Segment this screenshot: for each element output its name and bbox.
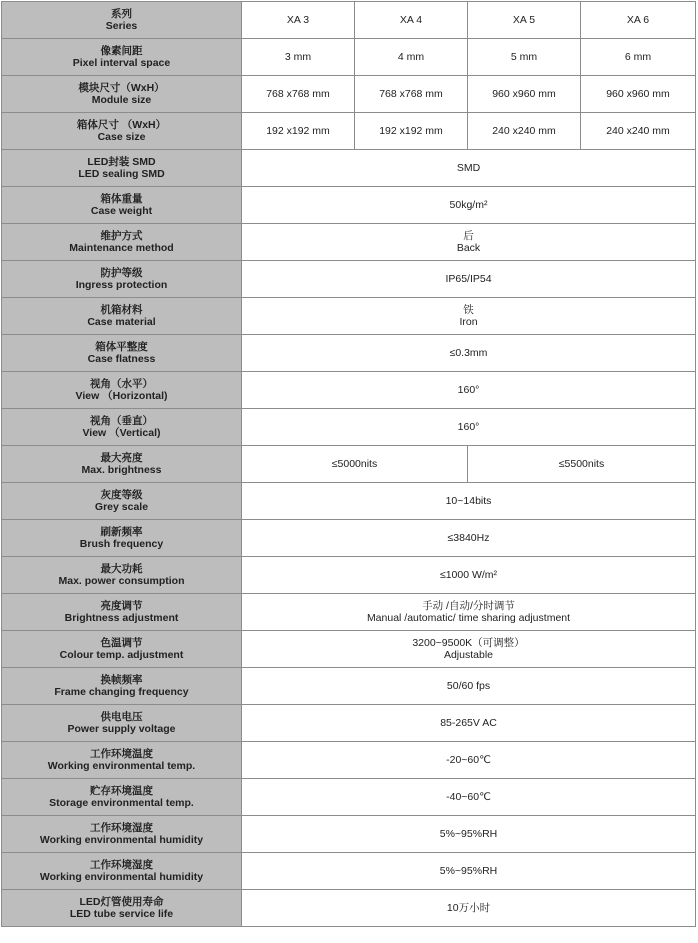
value-cell: 960 x960 mm <box>581 76 696 113</box>
label-cn: 模块尺寸（WxH） <box>78 81 165 94</box>
value-cell: 192 x192 mm <box>355 113 468 150</box>
value-cell <box>242 483 696 520</box>
row-label-cell <box>2 335 242 372</box>
value-cell: 240 x240 mm <box>468 113 581 150</box>
label-cn: 视角（垂直） <box>90 414 153 427</box>
label-cn: 贮存环境温度 <box>90 784 153 797</box>
label-en: Max. brightness <box>81 464 162 476</box>
label-cn: 箱体平整度 <box>95 340 148 353</box>
spec-row-led-service-life <box>2 890 696 927</box>
row-label-cell <box>2 298 242 335</box>
label-en: Case flatness <box>87 353 156 365</box>
value-cell <box>242 187 696 224</box>
label-cn: LED灯管使用寿命 <box>79 895 164 908</box>
value-line: 手动 /自动/分时调节 <box>422 599 515 612</box>
label-cn: 视角（水平） <box>90 377 153 390</box>
spec-row-power-supply <box>2 705 696 742</box>
spec-table <box>1 1 696 927</box>
value-cell <box>242 705 696 742</box>
value-line: 160° <box>457 420 480 433</box>
value-line: ≤1000 W/m² <box>439 568 498 581</box>
label-en: Module size <box>91 94 152 106</box>
label-cn: 灰度等级 <box>100 488 143 501</box>
value-line: 10万小时 <box>446 901 491 914</box>
value-line: 50kg/m² <box>449 198 488 211</box>
label-en: View （Horizontal) <box>75 390 168 402</box>
value-line: -20~60℃ <box>446 753 491 766</box>
value-line: Iron <box>459 316 478 328</box>
spec-row-brightness-adjustment <box>2 594 696 631</box>
row-label-cell <box>2 224 242 261</box>
label-cn: 工作环境湿度 <box>90 858 153 871</box>
series-label-cell <box>2 2 242 39</box>
spec-row-working-temp <box>2 742 696 779</box>
value-line: Back <box>456 242 481 254</box>
value-line: 160° <box>457 383 480 396</box>
row-label-cell <box>2 520 242 557</box>
label-en: LED tube service life <box>69 908 174 920</box>
row-label-cell <box>2 594 242 631</box>
spec-row-maintenance <box>2 224 696 261</box>
label-en: Maintenance method <box>69 242 174 254</box>
model-header-xa5: XA 5 <box>468 2 581 39</box>
value-line: ≤3840Hz <box>447 531 490 544</box>
spec-row-case-size <box>2 113 696 150</box>
row-label-cell <box>2 76 242 113</box>
value-cell <box>242 594 696 631</box>
label-en: Ingress protection <box>75 279 168 291</box>
row-label-cell <box>2 668 242 705</box>
row-label-cell <box>2 779 242 816</box>
value-line: 后 <box>463 229 474 242</box>
spec-row-pixel-interval <box>2 39 696 76</box>
spec-row-grey-scale <box>2 483 696 520</box>
label-en: Case material <box>87 316 156 328</box>
label-en: Case size <box>97 131 146 143</box>
value-cell <box>242 224 696 261</box>
value-cell <box>242 853 696 890</box>
label-cn: 箱体尺寸 （WxH） <box>76 118 167 131</box>
model-header-xa4: XA 4 <box>355 2 468 39</box>
value-cell <box>242 261 696 298</box>
value-cell <box>242 409 696 446</box>
row-label-cell <box>2 187 242 224</box>
label-en: View （Vertical) <box>82 427 161 439</box>
label-en: Brightness adjustment <box>64 612 179 624</box>
value-cell <box>242 335 696 372</box>
label-en: Storage environmental temp. <box>49 797 194 809</box>
row-label-cell <box>2 446 242 483</box>
label-en: Case weight <box>90 205 153 217</box>
value-line: 10~14bits <box>445 494 492 507</box>
value-cell <box>242 816 696 853</box>
label-en: Brush frequency <box>79 538 164 550</box>
value-cell <box>242 668 696 705</box>
row-label-cell <box>2 483 242 520</box>
label-cn: 机箱材料 <box>100 303 143 316</box>
model-header-xa6: XA 6 <box>581 2 696 39</box>
spec-row-view-horizontal <box>2 372 696 409</box>
value-cell <box>242 557 696 594</box>
value-cell <box>242 372 696 409</box>
row-label-cell <box>2 150 242 187</box>
label-en: Max. power consumption <box>58 575 185 587</box>
row-label-cell <box>2 853 242 890</box>
spec-row-working-humidity <box>2 816 696 853</box>
label-en: Working environmental temp. <box>47 760 196 772</box>
value-cell <box>242 779 696 816</box>
label-en: Pixel interval space <box>72 57 171 69</box>
row-label-cell <box>2 261 242 298</box>
value-cell: 240 x240 mm <box>581 113 696 150</box>
label-en: Working environmental humidity <box>39 834 204 846</box>
value-cell <box>242 150 696 187</box>
label-cn: 维护方式 <box>100 229 143 242</box>
label-cn: 最大功耗 <box>100 562 143 575</box>
label-en: Colour temp. adjustment <box>59 649 184 661</box>
label-cn: 系列 <box>111 7 132 20</box>
spec-row-view-vertical <box>2 409 696 446</box>
label-en: Working environmental humidity <box>39 871 204 883</box>
spec-row-case-flatness <box>2 335 696 372</box>
value-line: 5%~95%RH <box>439 827 498 840</box>
label-en: Grey scale <box>94 501 149 513</box>
value-cell: 192 x192 mm <box>242 113 355 150</box>
row-label-cell <box>2 631 242 668</box>
label-cn: 工作环境湿度 <box>90 821 153 834</box>
row-label-cell <box>2 113 242 150</box>
row-label-cell <box>2 742 242 779</box>
label-cn: 箱体重量 <box>100 192 143 205</box>
row-label-cell <box>2 816 242 853</box>
value-cell: 6 mm <box>581 39 696 76</box>
spec-row-brush-frequency <box>2 520 696 557</box>
value-line: 3200~9500K（可调整） <box>412 636 525 649</box>
label-cn: 最大亮度 <box>100 451 143 464</box>
label-en: Frame changing frequency <box>54 686 189 698</box>
spec-row-module-size <box>2 76 696 113</box>
value-line: 85-265V AC <box>440 716 497 729</box>
label-cn: 色温调节 <box>100 636 143 649</box>
spec-row-case-weight <box>2 187 696 224</box>
header-row <box>2 2 696 39</box>
model-header-xa3: XA 3 <box>242 2 355 39</box>
label-cn: LED封装 SMD <box>87 155 156 168</box>
value-line: Adjustable <box>443 649 494 661</box>
value-cell <box>242 298 696 335</box>
value-line: 50/60 fps <box>446 679 491 692</box>
value-line: SMD <box>456 161 481 174</box>
label-en: Series <box>105 20 138 32</box>
label-cn: 刷新频率 <box>100 525 143 538</box>
value-cell <box>242 631 696 668</box>
row-label-cell <box>2 705 242 742</box>
row-label-cell <box>2 372 242 409</box>
spec-row-power-consumption <box>2 557 696 594</box>
value-cell: 4 mm <box>355 39 468 76</box>
label-cn: 供电电压 <box>100 710 143 723</box>
value-line: Manual /automatic/ time sharing adjustment <box>366 612 571 624</box>
value-cell: 768 x768 mm <box>242 76 355 113</box>
value-cell: ≤5500nits <box>468 446 696 483</box>
row-label-cell <box>2 557 242 594</box>
row-label-cell <box>2 39 242 76</box>
label-en: LED sealing SMD <box>78 168 165 180</box>
label-cn: 像素间距 <box>100 44 143 57</box>
spec-row-working-humidity-2 <box>2 853 696 890</box>
label-cn: 换帧频率 <box>100 673 143 686</box>
value-line: ≤0.3mm <box>449 346 488 359</box>
row-label-cell <box>2 409 242 446</box>
spec-row-max-brightness <box>2 446 696 483</box>
spec-row-case-material <box>2 298 696 335</box>
spec-row-led-sealing <box>2 150 696 187</box>
spec-row-storage-temp <box>2 779 696 816</box>
value-line: IP65/IP54 <box>445 272 492 285</box>
label-cn: 工作环境温度 <box>90 747 153 760</box>
value-line: -40~60℃ <box>446 790 491 803</box>
value-cell: 5 mm <box>468 39 581 76</box>
value-cell <box>242 890 696 927</box>
label-en: Power supply voltage <box>67 723 176 735</box>
label-cn: 防护等级 <box>100 266 143 279</box>
spec-row-ingress-protection <box>2 261 696 298</box>
value-cell <box>242 742 696 779</box>
value-cell <box>242 520 696 557</box>
value-line: 铁 <box>463 303 474 316</box>
value-cell: 768 x768 mm <box>355 76 468 113</box>
row-label-cell <box>2 890 242 927</box>
spec-row-colour-temp <box>2 631 696 668</box>
spec-row-frame-frequency <box>2 668 696 705</box>
value-line: 5%~95%RH <box>439 864 498 877</box>
value-cell: ≤5000nits <box>242 446 468 483</box>
value-cell: 960 x960 mm <box>468 76 581 113</box>
label-cn: 亮度调节 <box>100 599 143 612</box>
value-cell: 3 mm <box>242 39 355 76</box>
